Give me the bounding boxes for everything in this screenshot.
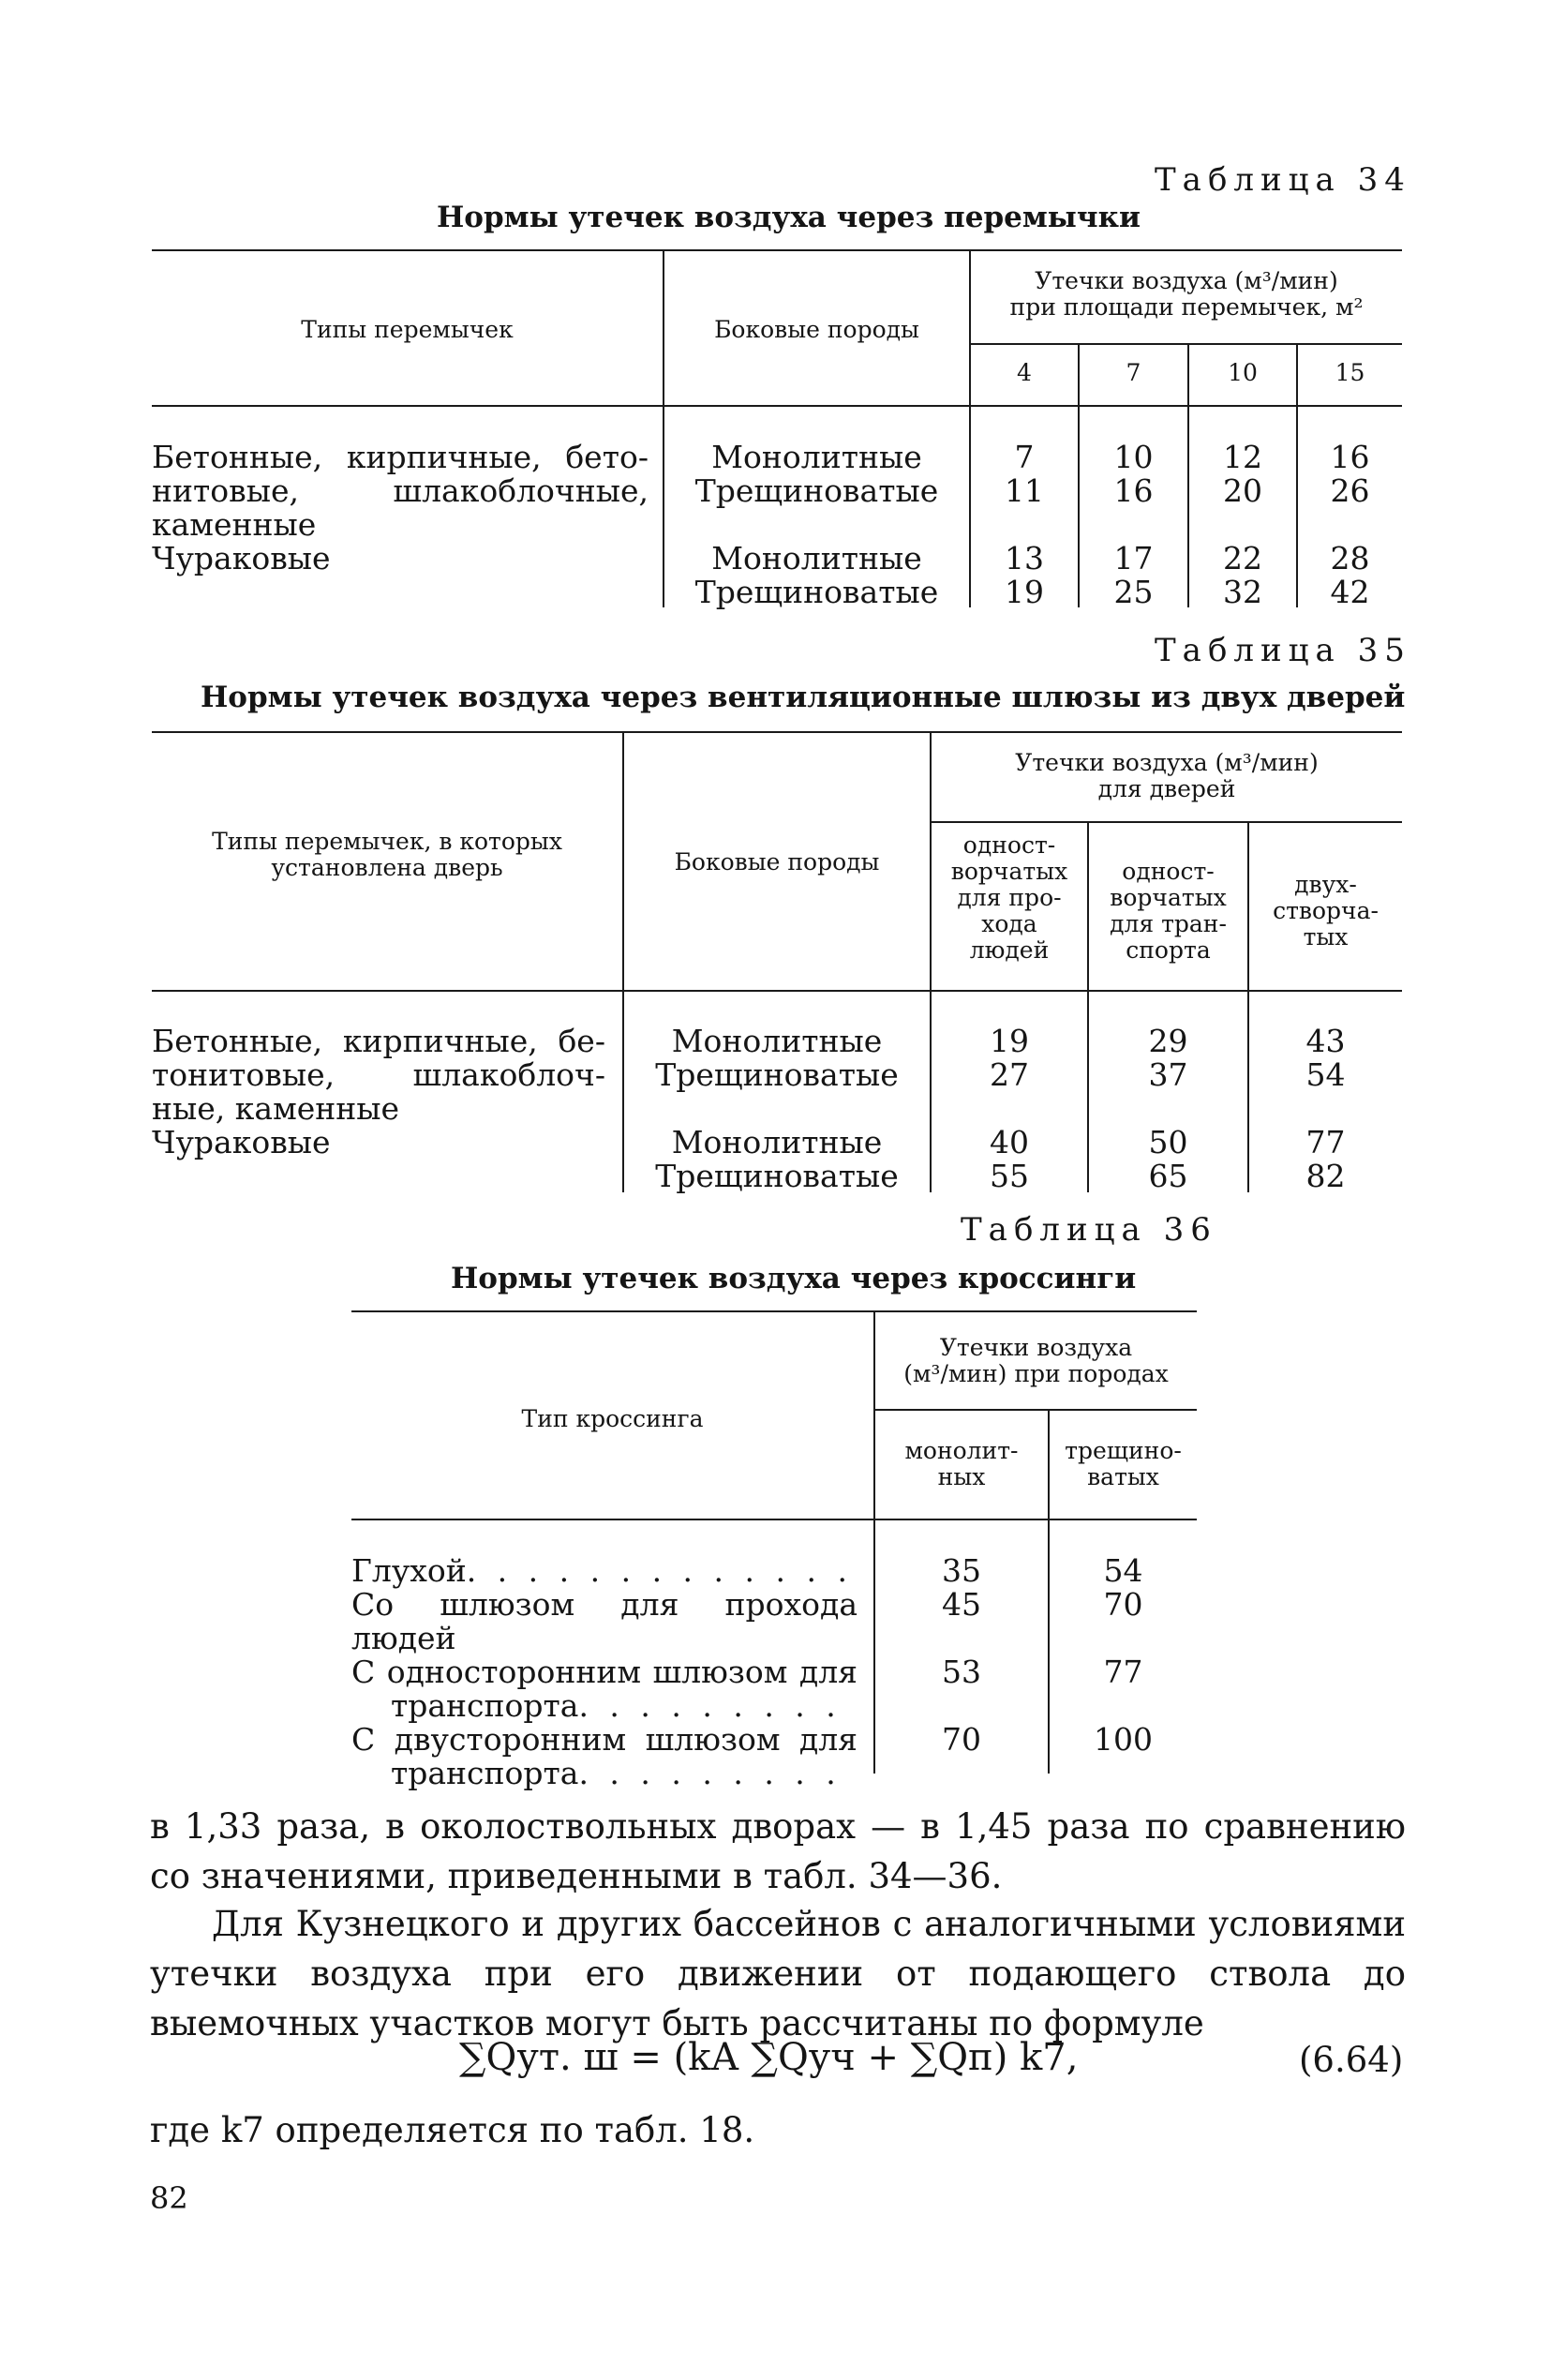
table34-col-15: [1298, 441, 1402, 609]
page-number: 82: [150, 2180, 188, 2216]
table34-value: 11: [1005, 472, 1044, 509]
table35-top-rule: [152, 731, 1402, 733]
table35-header-type: [152, 829, 622, 881]
table34-area-4: 4: [1017, 359, 1032, 386]
table36-row-blind-label: Глухой: [351, 1552, 467, 1589]
table36-top-rule: [351, 1310, 1197, 1312]
table36-subheader-rule: [875, 1409, 1197, 1411]
table35-header-rocks: Боковые породы: [674, 848, 880, 876]
table36-col-mono: [875, 1554, 1048, 1757]
table35-sub-transport-line: для тран-: [1110, 910, 1227, 937]
table36-sub-mono-line: ных: [937, 1463, 986, 1490]
table36-value: 100: [1094, 1721, 1153, 1758]
table35-sub-double-line: двух-: [1294, 871, 1357, 898]
table35-value: 55: [990, 1158, 1029, 1194]
paragraph-continuation: в 1,33 раза, в околоствольных дворах — в 1,45 раза по сравнению со значениями, приведенными в табл. 34—36.: [150, 1806, 1406, 1896]
table34-rock-mono-1: Монолитные: [711, 439, 922, 475]
table34-value: 12: [1223, 439, 1262, 475]
table34-type-wood: Чураковые: [152, 540, 331, 576]
table35-header-leak-line1: Утечки воздуха (м³/мин): [1015, 749, 1319, 776]
table35-value: 43: [1305, 1023, 1346, 1059]
table35-rocks-column: [624, 1025, 930, 1193]
table35-header-rule: [152, 990, 1402, 992]
table35-rock-frac-2: Трещиноватые: [655, 1158, 899, 1194]
table36-header-leak-line2: (м³/мин) при породах: [903, 1360, 1169, 1387]
table35-rock-frac-1: Трещиноватые: [655, 1056, 899, 1093]
table36-value: 77: [1103, 1654, 1143, 1690]
table34-rock-spacer: [664, 508, 969, 542]
table34-area-15: 15: [1335, 359, 1365, 386]
table34-header-type: Типы перемычек: [301, 316, 514, 343]
table36-sub-mono: [875, 1438, 1048, 1490]
table34-type-concrete-line1: Бетонные, кирпичные, бето-: [152, 439, 649, 475]
formula-number: (6.64): [1299, 2040, 1404, 2080]
table36-row-twoway: [351, 1757, 858, 1790]
table36-value: 70: [942, 1721, 981, 1758]
table34-value: 19: [1005, 574, 1044, 610]
table34-header-leak: [971, 268, 1402, 321]
table35-type-concrete: [152, 1025, 605, 1160]
table36-row-twoway-label-line2: транспорта: [391, 1755, 579, 1791]
table35-subheader-rule: [932, 821, 1402, 823]
table35-sub-people-line: ворчатых: [950, 858, 1068, 885]
table34-value: 17: [1113, 540, 1154, 576]
table36-labels: [351, 1554, 858, 1790]
table34-value: 26: [1330, 472, 1370, 509]
table36-header-rule: [351, 1519, 1197, 1520]
table36-col-frac: [1050, 1554, 1197, 1757]
table36-row-oneway: [351, 1689, 858, 1723]
table35-value: 50: [1148, 1124, 1188, 1160]
formula-6-64: ∑Qут. ш = (kА ∑Qуч + ∑Qп) k7,: [459, 2036, 1079, 2079]
table35-value: 54: [1305, 1056, 1346, 1093]
table34-rock-frac-1: Трещиноватые: [694, 472, 939, 509]
table35-header-type-line1: Типы перемычек, в которых: [212, 828, 562, 855]
table36-value: 70: [1103, 1586, 1143, 1623]
table34-value: 16: [1330, 439, 1370, 475]
table34-type-concrete-line3: каменные: [152, 506, 317, 543]
table35-title: Нормы утечек воздуха через вентиляционные шлюзы из двух дверей: [201, 681, 1406, 714]
table34-value: 13: [1005, 540, 1044, 576]
table35-value: 27: [990, 1056, 1029, 1093]
table34-col-4: [971, 441, 1078, 609]
table36-value: 54: [1103, 1552, 1143, 1589]
table35-caption: Таблица 35: [1155, 632, 1411, 669]
table34-col-10: [1189, 441, 1296, 609]
table34-header-leak-line1: Утечки воздуха (м³/мин): [1035, 267, 1338, 294]
table36-row-people-label: Со шлюзом для прохода людей: [351, 1586, 858, 1656]
table35-header-type-line2: установлена дверь: [271, 854, 503, 881]
table35-sub-transport-line: одност-: [1122, 858, 1215, 885]
table36-title: Нормы утечек воздуха через кроссинги: [451, 1262, 1137, 1295]
table35-sub-double-line: створча-: [1273, 897, 1379, 924]
table35-rock-mono-1: Монолитные: [671, 1023, 883, 1059]
table35-header-leak-line2: для дверей: [1097, 775, 1236, 802]
table34-caption: Таблица 34: [1155, 161, 1411, 199]
table35-sub-people-line: одност-: [962, 831, 1056, 859]
table34-value: 28: [1330, 540, 1370, 576]
table34-value: 42: [1330, 574, 1370, 610]
table35-sub-people-line: для про-: [957, 884, 1062, 911]
table35-rock-spacer: [624, 1092, 930, 1126]
table35-col-double: [1249, 1025, 1402, 1193]
table34-value: 16: [1113, 472, 1154, 509]
table36-value: 45: [942, 1586, 981, 1623]
formula-where-clause: где k7 определяется по табл. 18.: [150, 2110, 755, 2150]
table34-header-rule: [152, 405, 1402, 407]
table34-type-concrete-line2: нитовые, шлакоблочные,: [152, 472, 649, 509]
table34-title: Нормы утечек воздуха через перемычки: [437, 201, 1141, 234]
table36-row-oneway-label-line2: транспорта: [391, 1687, 579, 1724]
table35-type-concrete-line3: ные, каменные: [152, 1090, 400, 1127]
table34-rock-mono-2: Монолитные: [711, 540, 922, 576]
table34-rock-frac-2: Трещиноватые: [694, 574, 939, 610]
table34-value: 20: [1223, 472, 1262, 509]
table34-top-rule: [152, 249, 1402, 251]
table36-sub-mono-line: монолит-: [904, 1437, 1019, 1464]
table35-sub-double: [1249, 872, 1402, 951]
table34-subheader-rule: [971, 343, 1402, 345]
table34-value: 25: [1113, 574, 1154, 610]
table35-type-concrete-line2: тонитовые, шлакоблоч-: [152, 1056, 605, 1093]
table35-col-transport: [1089, 1025, 1247, 1193]
table36-header-type: Тип кроссинга: [521, 1405, 704, 1432]
table35-sub-transport-line: спорта: [1126, 936, 1211, 964]
table35-value: 37: [1148, 1056, 1188, 1093]
table35-sub-transport: [1089, 859, 1247, 964]
table35-sub-transport-line: ворчатых: [1110, 884, 1227, 911]
table34-area-10: 10: [1228, 359, 1258, 386]
table34-header-rocks: Боковые породы: [714, 316, 919, 343]
table35-col-people: [932, 1025, 1087, 1193]
table35-value: 65: [1148, 1158, 1188, 1194]
table35-type-concrete-line1: Бетонные, кирпичные, бе-: [152, 1023, 605, 1059]
table36-row-oneway-label-line1: С односторонним шлюзом для: [351, 1654, 858, 1690]
table36-row-twoway-label-line1: С двусторонним шлюзом для: [351, 1721, 858, 1758]
table35-value: 19: [990, 1023, 1029, 1059]
table34-value: 10: [1113, 439, 1154, 475]
table35-rock-mono-2: Монолитные: [671, 1124, 883, 1160]
table34-value: 32: [1223, 574, 1262, 610]
table35-value: 29: [1148, 1023, 1188, 1059]
table34-value: 22: [1223, 540, 1262, 576]
paragraph-kuznetsk: Для Кузнецкого и других бассейнов с аналогичными условиями утечки воздуха при его движении от подающего ствола до выемочных участков могут быть рассчитаны по формуле: [150, 1904, 1406, 2043]
table34-type-concrete: [152, 441, 649, 576]
table36-sub-frac-line: трещино-: [1065, 1437, 1182, 1464]
table36-value: 53: [942, 1654, 981, 1690]
table35-sub-people-line: людей: [969, 936, 1050, 964]
table36-row-blind: [351, 1554, 858, 1588]
table36-caption: Таблица 36: [961, 1211, 1217, 1249]
table35-sub-double-line: тых: [1303, 923, 1349, 951]
table36-sub-frac: [1050, 1438, 1197, 1490]
table35-value: 77: [1305, 1124, 1346, 1160]
table35-value: 82: [1305, 1158, 1346, 1194]
table36-sub-frac-line: ватых: [1087, 1463, 1159, 1490]
table34-value: 7: [1014, 439, 1035, 475]
table36-header-leak: [875, 1335, 1197, 1387]
table34-rocks-column: [664, 441, 969, 609]
table35-sub-people: [932, 832, 1087, 964]
table35-value: 40: [990, 1124, 1029, 1160]
table36-header-leak-line1: Утечки воздуха: [939, 1334, 1133, 1361]
table34-col-7: [1080, 441, 1187, 609]
table36-value: 35: [942, 1552, 981, 1589]
table34-area-7: 7: [1126, 359, 1141, 386]
table35-sub-people-line: хода: [981, 910, 1037, 937]
table34-header-leak-line2: при площади перемычек, м²: [1009, 293, 1364, 321]
table35-type-wood: Чураковые: [152, 1124, 331, 1160]
table35-header-leak: [932, 750, 1402, 802]
